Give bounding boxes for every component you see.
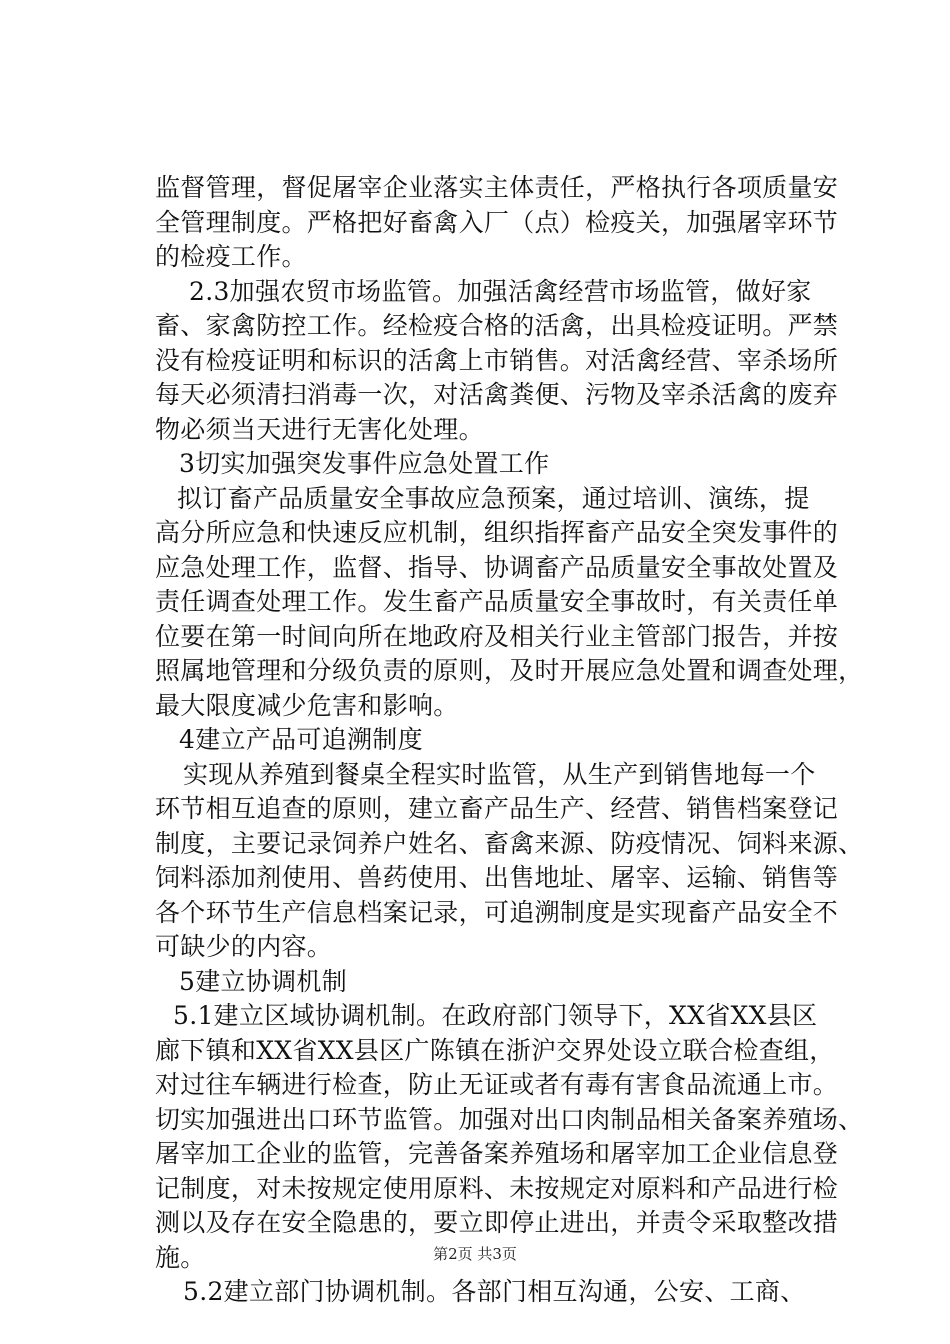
text-line: 最大限度减少危害和影响。 <box>155 690 459 720</box>
text-line: 责任调查处理工作。发生畜产品质量安全事故时，有关责任单 <box>155 587 839 616</box>
text-line: 应急处理工作，监督、指导、协调畜产品质量安全事故处置及 <box>155 552 839 582</box>
text-line: 制度，主要记录饲养户姓名、畜禽来源、防疫情况、饲料来源、 <box>155 828 864 858</box>
section-heading: 4建立产品可追溯制度 <box>179 725 423 754</box>
text-line: 屠宰加工企业的监管，完善备案养殖场和屠宰加工企业信息登 <box>155 1139 839 1168</box>
text-line: 可缺少的内容。 <box>155 932 333 961</box>
text-line: 2.3加强农贸市场监管。加强活禽经营市场监管，做好家 <box>189 276 812 306</box>
document-body <box>155 171 864 1310</box>
text-line: 物必须当天进行无害化处理。 <box>155 414 484 444</box>
text-line: 切实加强进出口环节监管。加强对出口肉制品相关备案养殖场、 <box>155 1104 864 1134</box>
section-heading: 5建立协调机制 <box>179 966 348 996</box>
text-line: 每天必须清扫消毒一次，对活禽粪便、污物及宰杀活禽的废弃 <box>155 380 839 409</box>
text-line: 对过往车辆进行检查，防止无证或者有毒有害食品流通上市。 <box>155 1070 839 1099</box>
text-line: 各个环节生产信息档案记录，可追溯制度是实现畜产品安全不 <box>155 897 839 927</box>
text-line: 廊下镇和XX省XX县区广陈镇在浙沪交界处设立联合检查组， <box>155 1035 835 1065</box>
text-line: 施。 <box>155 1242 206 1272</box>
text-line: 实现从养殖到餐桌全程实时监管，从生产到销售地每一个 <box>183 759 816 789</box>
text-line: 照属地管理和分级负责的原则，及时开展应急处置和调查处理， <box>155 656 864 685</box>
text-line: 5.2建立部门协调机制。各部门相互沟通，公安、工商、 <box>183 1277 806 1306</box>
text-line: 全管理制度。严格把好畜禽入厂（点）检疫关，加强屠宰环节 <box>155 207 839 237</box>
text-line: 环节相互追查的原则，建立畜产品生产、经营、销售档案登记 <box>155 794 839 823</box>
text-line: 5.1建立区域协调机制。在政府部门领导下，XX省XX县区 <box>173 1001 818 1030</box>
page-number-footer: 第2页 共3页 <box>433 1245 517 1263</box>
text-line: 饲料添加剂使用、兽药使用、出售地址、屠宰、运输、销售等 <box>155 863 839 892</box>
text-line: 监督管理，督促屠宰企业落实主体责任，严格执行各项质量安 <box>155 173 839 202</box>
text-line: 测以及存在安全隐患的，要立即停止进出，并责令采取整改措 <box>155 1208 839 1237</box>
text-line: 记制度，对未按规定使用原料、未按规定对原料和产品进行检 <box>155 1173 839 1203</box>
text-line: 畜、家禽防控工作。经检疫合格的活禽，出具检疫证明。严禁 <box>155 311 839 340</box>
text-line: 的检疫工作。 <box>155 242 307 271</box>
section-heading: 3切实加强突发事件应急处置工作 <box>179 449 550 478</box>
text-line: 拟订畜产品质量安全事故应急预案，通过培训、演练，提 <box>177 483 810 513</box>
text-line: 位要在第一时间向所在地政府及相关行业主管部门报告，并按 <box>155 621 839 651</box>
text-line: 高分所应急和快速反应机制，组织指挥畜产品安全突发事件的 <box>155 518 839 547</box>
text-line: 没有检疫证明和标识的活禽上市销售。对活禽经营、宰杀场所 <box>155 345 839 375</box>
